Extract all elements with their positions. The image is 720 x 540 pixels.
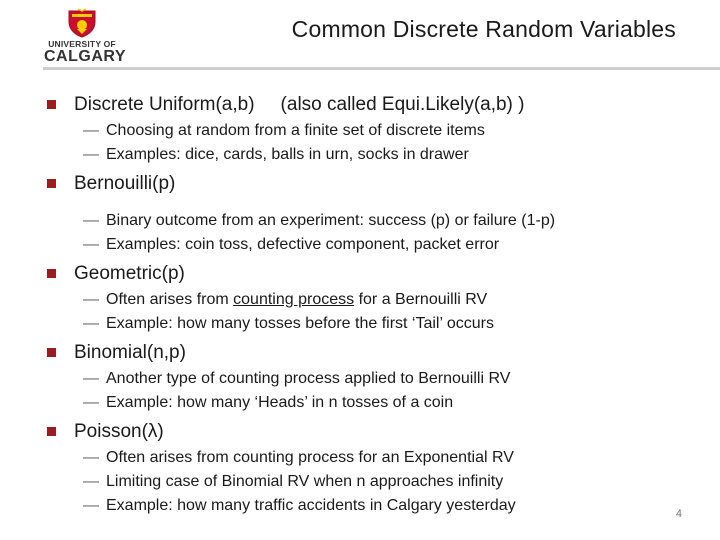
logo-text-university-of: UNIVERSITY OF: [48, 39, 116, 49]
square-bullet-icon: [47, 269, 56, 278]
bullet-label: Poisson(λ): [74, 421, 164, 442]
dash-icon: —: [83, 449, 99, 466]
bullet-label-extra: (also called Equi.Likely(a,b) ): [280, 94, 525, 115]
page-number: 4: [675, 508, 682, 520]
counting-process-link[interactable]: counting process: [233, 291, 355, 308]
bullet-binomial: [47, 339, 707, 367]
dash-icon: —: [83, 146, 99, 163]
square-bullet-icon: [47, 179, 56, 188]
bullet-label: Geometric(p): [74, 263, 185, 284]
crest-icon: [66, 8, 98, 38]
square-bullet-icon: [47, 348, 56, 357]
dash-icon: —: [83, 315, 99, 332]
sub-bullet: — Examples: dice, cards, balls in urn, socks in drawer: [47, 143, 707, 167]
bullet-label: Binomial(n,p): [74, 342, 186, 363]
slide-title: Common Discrete Random Variables: [291, 16, 676, 42]
sub-bullet: — Another type of counting process applied to Bernouilli RV: [47, 367, 707, 391]
bullet-list: [47, 91, 707, 518]
dash-icon: —: [83, 291, 99, 308]
dash-icon: —: [83, 370, 99, 387]
dash-icon: —: [83, 212, 99, 229]
bullet-label: Discrete Uniform(a,b): [74, 94, 255, 115]
title-divider: [43, 67, 720, 70]
dash-icon: —: [83, 122, 99, 139]
university-logo: [44, 8, 127, 66]
dash-icon: —: [83, 473, 99, 490]
dash-icon: —: [83, 394, 99, 411]
logo-text-calgary: CALGARY: [44, 48, 127, 65]
sub-bullet: — Binary outcome from an experiment: success (p) or failure (1-p): [47, 209, 707, 233]
square-bullet-icon: [47, 427, 56, 436]
bullet-bernouilli: [47, 170, 707, 198]
sub-bullet: — Often arises from counting process for an Exponential RV: [47, 446, 707, 470]
dash-icon: —: [83, 497, 99, 514]
bullet-label: Bernouilli(p): [74, 173, 176, 194]
bullet-poisson: [47, 418, 707, 446]
sub-bullet: — Often arises from counting process for a Bernouilli RV: [47, 288, 707, 312]
sub-bullet: — Choosing at random from a finite set of discrete items: [47, 119, 707, 143]
sub-bullet: — Examples: coin toss, defective component, packet error: [47, 233, 707, 257]
bullet-discrete-uniform: [47, 91, 707, 119]
sub-bullet: — Limiting case of Binomial RV when n approaches infinity: [47, 470, 707, 494]
square-bullet-icon: [47, 100, 56, 109]
sub-bullet: — Example: how many tosses before the first ‘Tail’ occurs: [47, 312, 707, 336]
sub-bullet: — Example: how many ‘Heads’ in n tosses of a coin: [47, 391, 707, 415]
sub-bullet: — Example: how many traffic accidents in Calgary yesterday: [47, 494, 707, 518]
dash-icon: —: [83, 236, 99, 253]
bullet-geometric: [47, 260, 707, 288]
